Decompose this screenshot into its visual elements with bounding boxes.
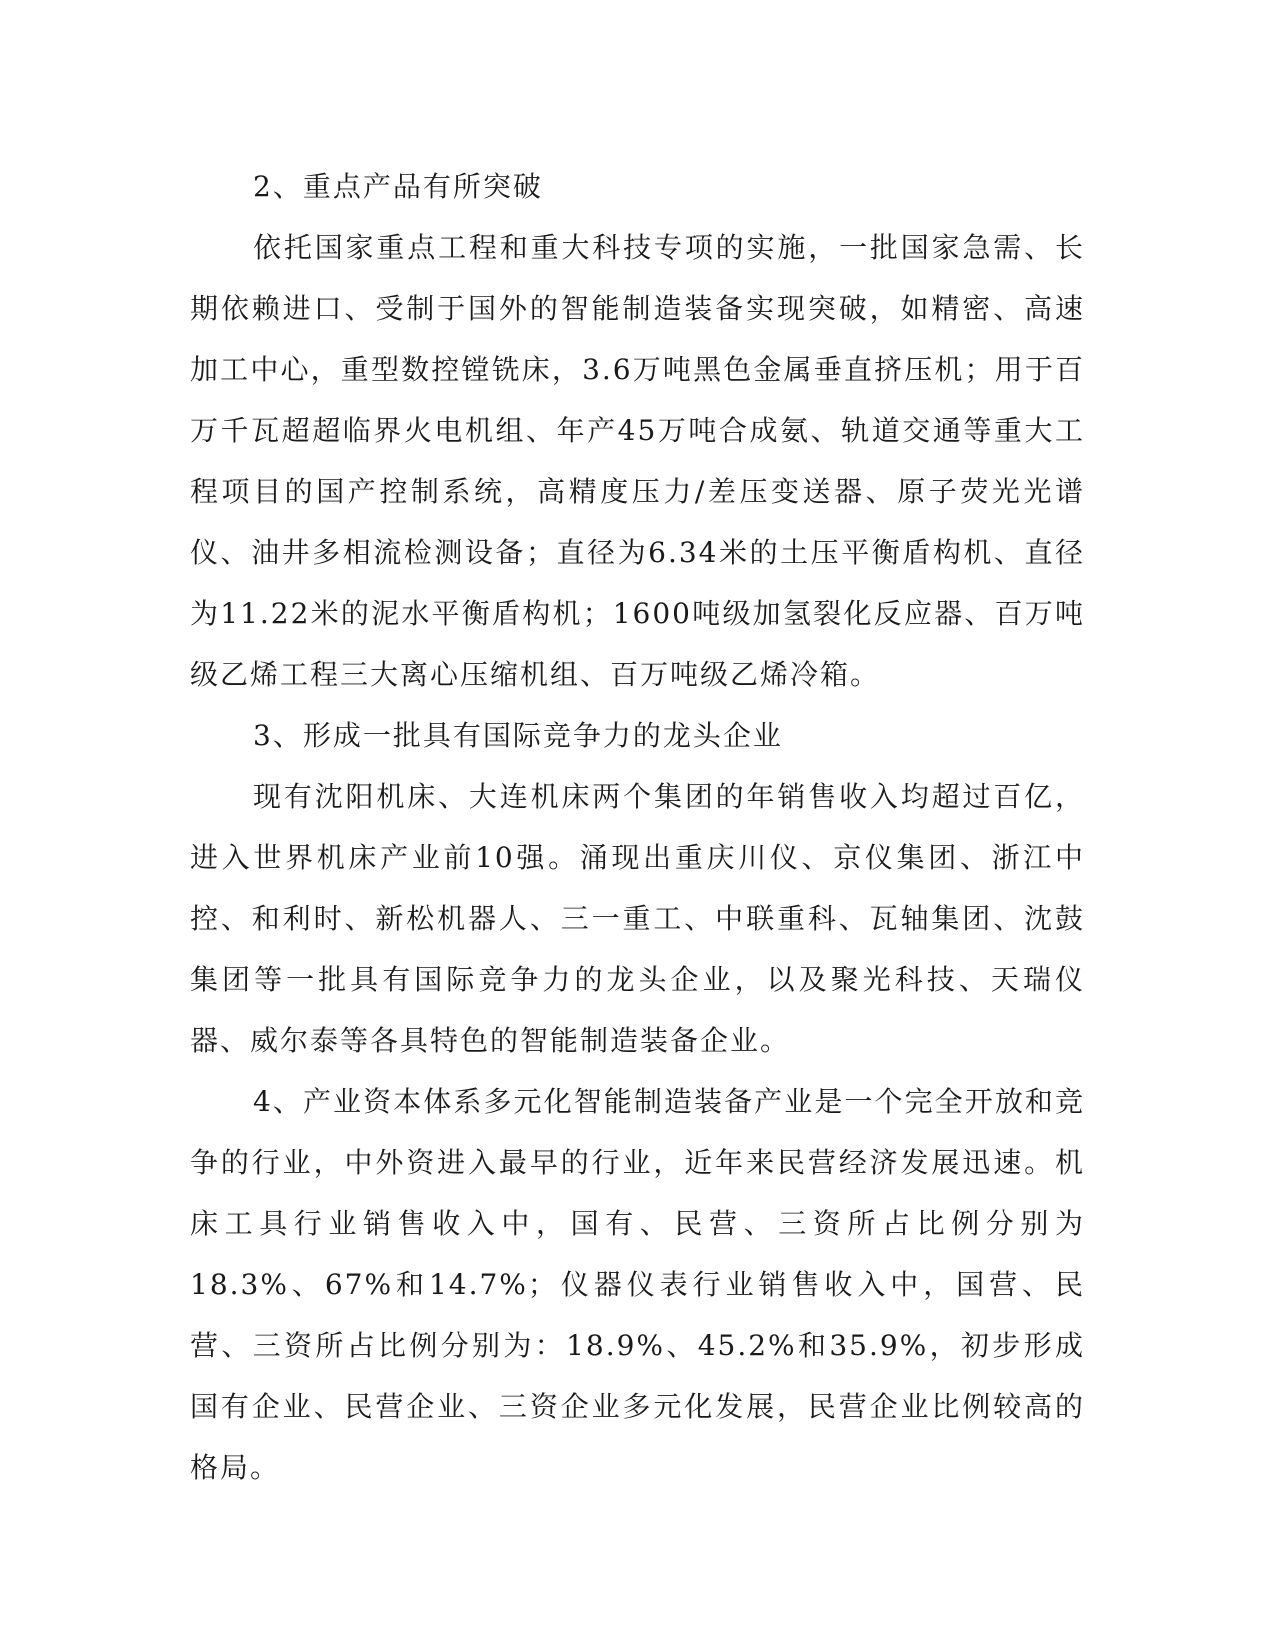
paragraph-leading-enterprises: 现有沈阳机床、大连机床两个集团的年销售收入均超过百亿，进入世界机床产业前10强。涌现出重庆川仪、京仪集团、浙江中控、和利时、新松机器人、三一重工、中联重科、瓦轴集团、沈鼓集团等一批具有国际竞争力的龙头企业，以及聚光科技、天瑞仪器、威尔泰等各具特色的智能制造装备企业。 (190, 780, 1085, 1057)
paragraph-products: 依托国家重点工程和重大科技专项的实施，一批国家急需、长期依赖进口、受制于国外的智能制造装备实现突破，如精密、高速加工中心，重型数控镗铣床，3.6万吨黑色金属垂直挤压机；用于百万千瓦超超临界火电机组、年产45万吨合成氨、轨道交通等重大工程项目的国产控制系统，高精度压力/差压变送器、原子荧光光谱仪、油井多相流检测设备；直径为6.34米的土压平衡盾构机、直径为11.22米的泥水平衡盾构机；1600吨级加氢裂化反应器、百万吨级乙烯工程三大离心压缩机组、百万吨级乙烯冷箱。 (190, 231, 1085, 691)
document-body (190, 156, 1085, 1498)
section-heading-products: 2、重点产品有所突破 (253, 170, 543, 203)
section-heading-leading-enterprises: 3、形成一批具有国际竞争力的龙头企业 (253, 719, 783, 752)
paragraph-capital-system: 4、产业资本体系多元化智能制造装备产业是一个完全开放和竞争的行业，中外资进入最早的行业，近年来民营经济发展迅速。机床工具行业销售收入中，国有、民营、三资所占比例分别为18.3%、67%和14.7%；仪器仪表行业销售收入中，国营、民营、三资所占比例分别为：18.9%、45.2%和35.9%，初步形成国有企业、民营企业、三资企业多元化发展，民营企业比例较高的格局。 (190, 1085, 1085, 1484)
